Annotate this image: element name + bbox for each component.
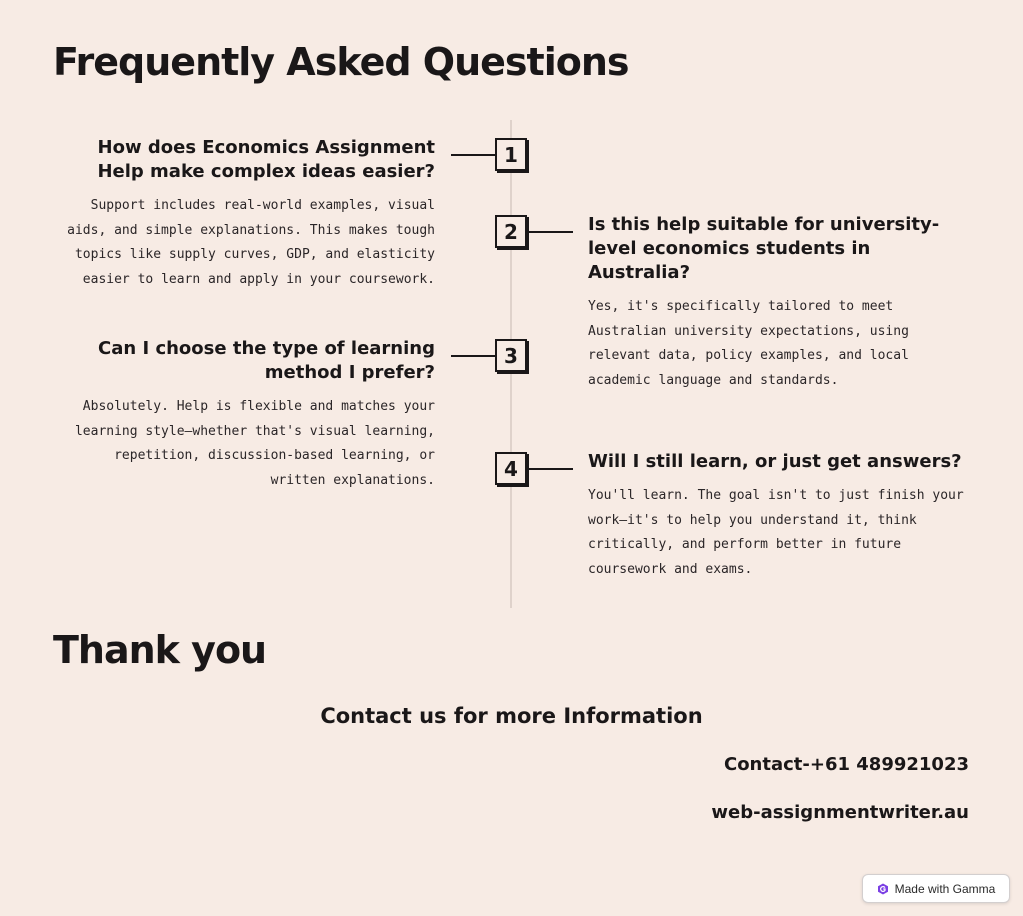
contact-phone: Contact-+61 489921023: [723, 754, 969, 775]
faq-item-4: [588, 450, 970, 583]
faq-question-2: Is this help suitable for university-level economics students in Australia?: [588, 214, 940, 283]
connector-1: [451, 154, 495, 156]
faq-number-2: 2: [495, 215, 527, 248]
connector-3: [451, 355, 495, 357]
faq-answer-4: You'll learn. The goal isn't to just finish your work—it's to help you understand it, think critically, and perform better in future coursework and exams.: [588, 488, 964, 578]
faq-title: Frequently Asked Questions: [53, 40, 629, 84]
gamma-logo-icon: [877, 883, 889, 895]
faq-number-3: 3: [495, 339, 527, 372]
faq-item-2: [588, 213, 970, 394]
contact-website: web-assignmentwriter.au: [711, 802, 969, 823]
faq-item-1: [53, 136, 435, 293]
connector-2: [529, 231, 573, 233]
faq-number-1: 1: [495, 138, 527, 171]
thank-you-title: Thank you: [53, 628, 267, 672]
faq-number-4: 4: [495, 452, 527, 485]
faq-question-3: Can I choose the type of learning method I prefer?: [98, 338, 435, 383]
connector-4: [529, 468, 573, 470]
contact-heading: Contact us for more Information: [320, 704, 703, 728]
made-with-gamma-label: Made with Gamma: [894, 881, 996, 896]
faq-answer-2: Yes, it's specifically tailored to meet Australian university expectations, using relevant data, policy examples, and local academic language and standards.: [588, 299, 909, 389]
faq-item-3: [53, 337, 435, 494]
faq-question-4: Will I still learn, or just get answers?: [588, 451, 962, 472]
faq-answer-1: Support includes real-world examples, visual aids, and simple explanations. This makes tough topics like supply curves, GDP, and elasticity easier to learn and apply in your coursework.: [67, 198, 435, 288]
faq-question-1: How does Economics Assignment Help make complex ideas easier?: [97, 137, 435, 182]
faq-answer-3: Absolutely. Help is flexible and matches your learning style—whether that's visual learning, repetition, discussion-based learning, or written explanations.: [74, 399, 435, 489]
made-with-gamma-badge[interactable]: [862, 874, 1010, 903]
